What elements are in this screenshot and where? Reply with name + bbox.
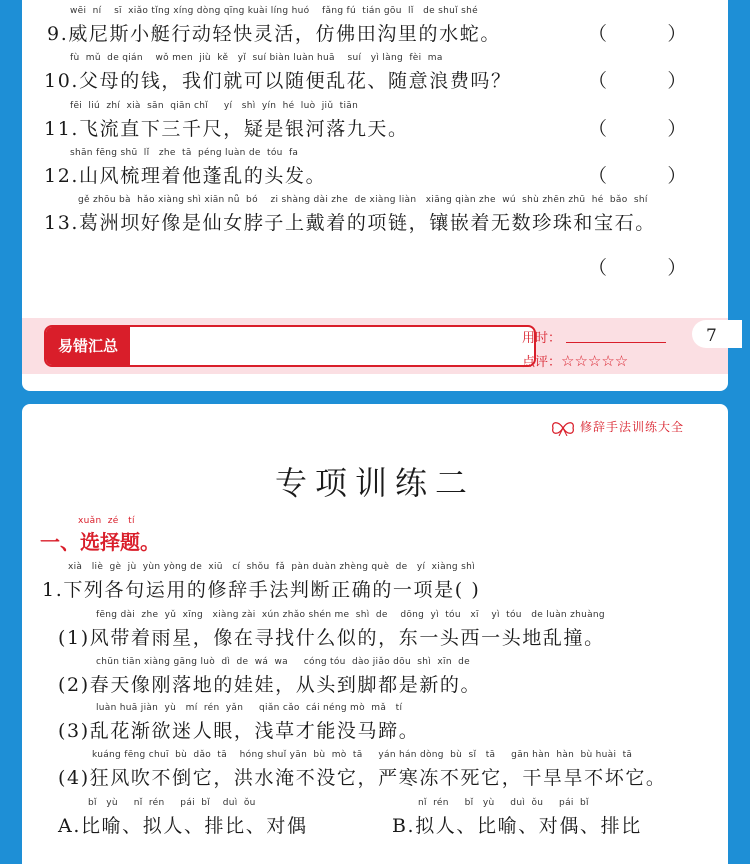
question-text: 10.父母的钱，我们就可以随便乱花、随意浪费吗？ [44,70,512,92]
page-title: 专项训练二 [274,464,475,502]
item-text: (1)风带着雨星，像在寻找什么似的，东一头西一头地乱撞。 [58,627,605,649]
answer-blank[interactable]: （ ） [588,118,687,140]
question-text: 1.下列各句运用的修辞手法判断正确的一项是( ) [42,579,481,601]
answer-blank[interactable]: （ ） [588,165,687,187]
option-pinyin: nǐ rén bǐ yù duì ǒu pái bǐ [418,798,589,808]
time-input-line[interactable] [566,342,666,343]
page-number: 7 [706,326,717,346]
option-text: B.拟人、比喻、对偶、排比 [392,815,642,837]
question-text: 13.葛洲坝好像是仙女脖子上戴着的项链，镶嵌着无数珍珠和宝石。 [44,212,656,234]
question-pinyin: fù mǔ de qián wǒ men jiù kě yǐ suí biàn luàn huā suí yì làng fèi ma [70,53,443,63]
error-summary-box[interactable] [44,325,536,367]
ribbon-bow-icon [550,420,576,436]
item-pinyin: chūn tiān xiàng gāng luò dì de wá wa cóng tóu dào jiǎo dōu shì xīn de [96,657,471,667]
question-pinyin: gě zhōu bà hǎo xiàng shì xiān nǚ bó zi shàng dài zhe de xiàng liàn xiāng qiàn zhe wú shù zhēn zhū hé bǎo shí [78,195,648,205]
question-pinyin: xià liè gè jù yùn yòng de xiū cí shǒu fǎ pàn duàn zhèng què de yí xiàng shì [68,562,475,572]
item-pinyin: luàn huā jiàn yù mí rén yǎn qiǎn cǎo cái néng mò mǎ tí [96,703,403,713]
option-text: A.比喻、拟人、排比、对偶 [58,815,308,837]
question-pinyin: shān fēng shū lǐ zhe tā péng luàn de tóu fa [70,148,299,158]
page-number-tab [692,320,742,348]
top-page [22,0,728,391]
rating [522,351,628,370]
question-text: 12.山风梳理着他蓬乱的头发。 [44,165,327,187]
section-title: 一、选择题。 [40,530,160,554]
question-pinyin: fēi liú zhí xià sān qiān chǐ yí shì yín hé luò jiǔ tiān [70,101,359,111]
item-text: (4)狂风吹不倒它，洪水淹不没它，严寒冻不死它，干旱旱不坏它。 [58,767,667,789]
answer-blank[interactable]: （ ） [588,23,687,45]
option-pinyin: bǐ yù nǐ rén pái bǐ duì ǒu [88,798,256,808]
bottom-page [22,404,728,864]
rating-stars-icon[interactable]: ☆☆☆☆☆ [561,352,629,370]
item-pinyin: kuáng fēng chuī bù dǎo tā hóng shuǐ yān bù mò tā yán hán dòng bù sǐ tā gān hàn hàn bù huài tā [92,750,633,760]
item-pinyin: fēng dài zhe yǔ xīng xiàng zài xún zhǎo shén me shì de dōng yì tóu xī yì tóu de luàn zhuàng [96,610,605,620]
error-summary-label: 易错汇总 [46,327,130,365]
item-text: (3)乱花渐欲迷人眼，浅草才能没马蹄。 [58,720,420,742]
section-pinyin: xuǎn zé tí [78,516,135,526]
question-pinyin: wēi ní sī xiǎo tǐng xíng dòng qīng kuài líng huó fǎng fú tián gōu lǐ de shuǐ shé [70,6,478,16]
answer-blank[interactable]: （ ） [588,257,687,279]
question-text: 11.飞流直下三千尺，疑是银河落九天。 [44,118,409,140]
item-text: (2)春天像刚落地的娃娃，从头到脚都是新的。 [58,674,482,696]
time-label: 用时： [522,331,562,346]
rating-label: 点评： [522,355,562,370]
answer-blank[interactable]: （ ） [588,70,687,92]
question-text: 9.威尼斯小艇行动轻快灵活，仿佛田沟里的水蛇。 [47,23,501,45]
series-title: 修辞手法训练大全 [580,420,685,434]
